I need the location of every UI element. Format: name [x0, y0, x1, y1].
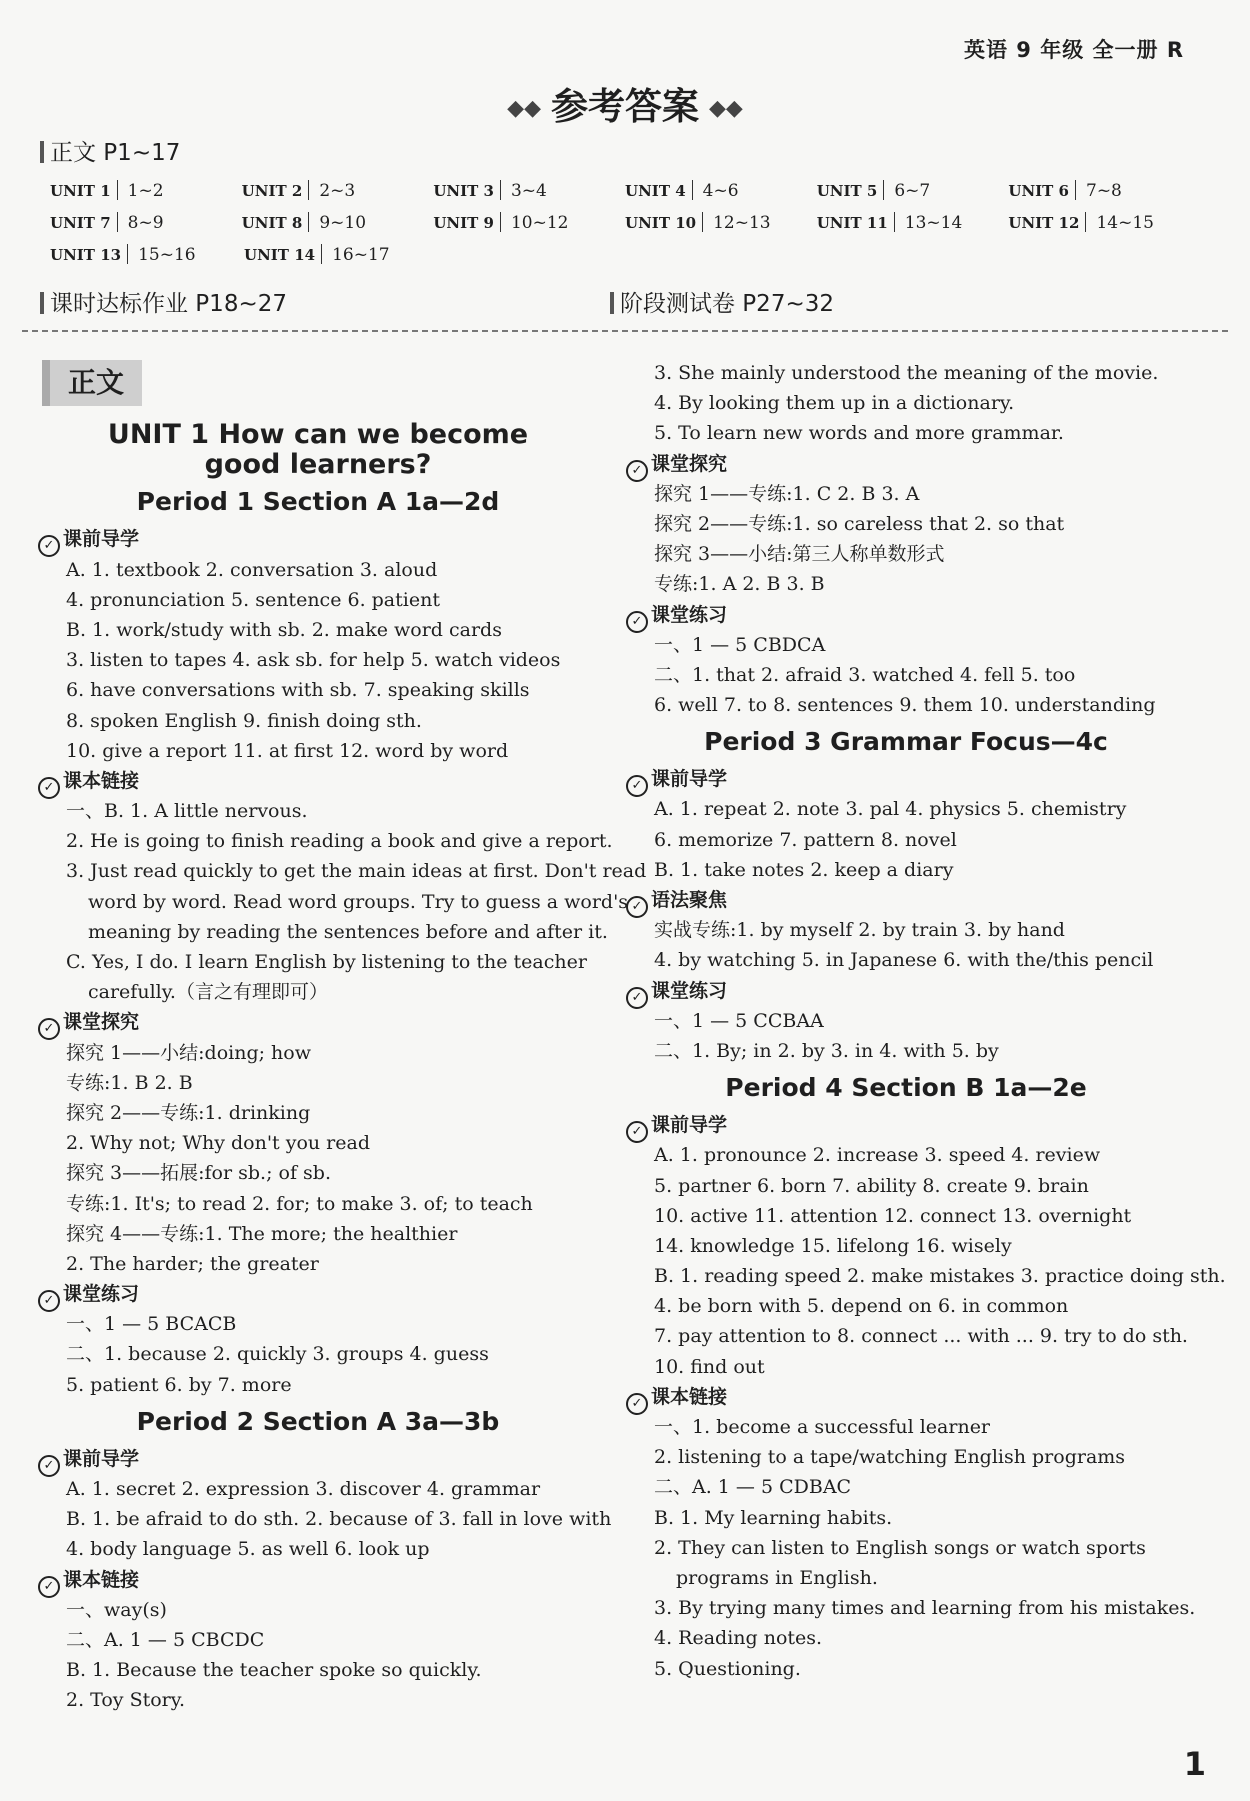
check-circle-icon: ✓: [626, 987, 648, 1009]
answer-line: 4. By looking them up in a dictionary.: [654, 392, 1015, 415]
left-column: [38, 419, 647, 1716]
subsection-heading: [626, 1110, 1186, 1140]
unit-pages: 6~7: [894, 180, 931, 201]
answer-line: B. 1. reading speed 2. make mistakes 3. practice doing sth.: [654, 1265, 1226, 1288]
subsection-heading: [626, 976, 1186, 1006]
unit-label: UNIT 13: [50, 245, 122, 264]
answer-line: 5. patient 6. by 7. more: [66, 1373, 292, 1396]
unit-row: [50, 206, 1200, 238]
unit-separator: [883, 180, 884, 200]
unit-separator: [702, 212, 703, 232]
check-circle-icon: ✓: [38, 1018, 60, 1040]
unit-label: UNIT 1: [50, 181, 111, 200]
unit-separator: [500, 180, 501, 200]
title-decoration-left: ◆◆: [507, 96, 541, 121]
check-circle-icon: ✓: [38, 535, 60, 557]
unit-cell[interactable]: [50, 180, 242, 201]
subsection-label: 课堂练习: [651, 979, 728, 1002]
answer-line: 2. Why not; Why don't you read: [66, 1132, 370, 1155]
unit-cell[interactable]: [817, 180, 1009, 201]
subsection-label: 课堂探究: [63, 1011, 140, 1034]
answer-line: 8. spoken English 9. finish doing sth.: [66, 709, 422, 732]
unit-pages: 3~4: [510, 180, 547, 201]
subsection-heading: [38, 1565, 598, 1595]
answer-line: 5. To learn new words and more grammar.: [654, 422, 1064, 445]
subsection-heading: [626, 764, 1186, 794]
subsection-label: 语法聚焦: [651, 889, 728, 911]
section-marker-icon: [40, 141, 44, 163]
unit-cell[interactable]: [244, 244, 438, 265]
answer-line: 探究 3——拓展:for sb.; of sb.: [66, 1162, 331, 1185]
unit-label: UNIT 6: [1008, 181, 1069, 200]
answer-line: 3. listen to tapes 4. ask sb. for help 5. watch videos: [66, 649, 561, 672]
answer-line: 专练:1. It's; to read 2. for; to make 3. of; to teach: [66, 1192, 533, 1215]
unit-pages: 15~16: [138, 244, 196, 265]
answer-line: 5. Questioning.: [654, 1657, 801, 1680]
answer-line: 二、1. By; in 2. by 3. in 4. with 5. by: [654, 1039, 999, 1062]
zhengwen-tag: 正文: [42, 360, 142, 406]
unit-pages: 14~15: [1096, 212, 1154, 233]
subsection-label: 课堂练习: [651, 603, 728, 626]
answer-line: A. 1. repeat 2. note 3. pal 4. physics 5. chemistry: [654, 798, 1127, 821]
subsection-label: 课前导学: [651, 768, 728, 791]
unit-cell[interactable]: [242, 180, 434, 201]
unit-pages: 1~2: [127, 180, 164, 201]
unit-separator: [894, 212, 895, 232]
unit-cell[interactable]: [50, 244, 244, 265]
answer-line: 3. By trying many times and learning from his mistakes.: [654, 1597, 1196, 1620]
unit-row: [50, 238, 1200, 270]
answer-line: 探究 1——小结:doing; how: [66, 1041, 311, 1064]
subsection-heading: [626, 600, 1186, 630]
subsection-heading: [626, 449, 1186, 479]
answer-line: 6. have conversations with sb. 7. speaking skills: [66, 679, 530, 702]
section-main-label: 正文 P1~17: [50, 140, 181, 166]
unit-label: UNIT 7: [50, 213, 111, 232]
period-heading: Period 1 Section A 1a—2d: [136, 487, 500, 517]
unit-label: UNIT 4: [625, 181, 686, 200]
check-circle-icon: ✓: [626, 611, 648, 633]
answer-line: B. 1. take notes 2. keep a diary: [654, 858, 954, 881]
answer-line: 10. give a report 11. at first 12. word by word: [66, 739, 509, 762]
answer-line: 二、A. 1 — 5 CDBAC: [654, 1476, 852, 1499]
unit-label: UNIT 2: [241, 181, 303, 200]
unit-pages: 4~6: [702, 180, 739, 201]
unit-label: UNIT 12: [1008, 213, 1080, 232]
unit-separator: [1075, 180, 1076, 200]
unit-row: [50, 174, 1200, 206]
answer-line: 一、1 — 5 CBDCA: [654, 633, 826, 656]
answer-line: 6. memorize 7. pattern 8. novel: [654, 828, 957, 851]
answer-line: 专练:1. B 2. B: [66, 1071, 193, 1094]
answer-line: 探究 4——专练:1. The more; the healthier: [66, 1222, 458, 1245]
unit-cell[interactable]: [625, 212, 817, 233]
subsection-heading: [38, 766, 598, 796]
answer-line: B. 1. Because the teacher spoke so quickly.: [66, 1659, 482, 1682]
answer-line: programs in English.: [676, 1566, 878, 1589]
section-homework-label: 课时达标作业 P18~27: [50, 291, 287, 317]
answer-line: 2. They can listen to English songs or watch sports: [654, 1536, 1146, 1559]
check-circle-icon: ✓: [38, 1290, 60, 1312]
subsection-heading: [38, 1279, 598, 1309]
answer-line: 二、1. that 2. afraid 3. watched 4. fell 5. too: [654, 663, 1076, 686]
subsection-label: 课本链接: [63, 769, 140, 792]
unit-cell[interactable]: [433, 180, 625, 201]
period-heading: Period 2 Section A 3a—3b: [136, 1406, 500, 1436]
unit-pages: 2~3: [319, 180, 356, 201]
subsection-heading: [38, 1007, 598, 1037]
section-marker-icon: [610, 292, 614, 314]
answer-line: 6. well 7. to 8. sentences 9. them 10. understanding: [654, 694, 1156, 717]
divider-dashed: [22, 330, 1228, 332]
unit-heading: UNIT 1 How can we become: [107, 419, 529, 450]
subsection-heading: [626, 885, 1186, 915]
page-header-subject: 英语 9 年级 全一册 R: [963, 38, 1184, 62]
answer-line: 实战专练:1. by myself 2. by train 3. by hand: [654, 919, 1065, 942]
unit-pages: 12~13: [713, 212, 771, 233]
check-circle-icon: ✓: [38, 1576, 60, 1598]
answer-line: 探究 2——专练:1. drinking: [66, 1101, 311, 1124]
check-circle-icon: ✓: [626, 896, 648, 918]
section-main-text[interactable]: [40, 134, 180, 167]
unit-cell[interactable]: [242, 212, 434, 233]
check-circle-icon: ✓: [38, 1455, 60, 1477]
page-number: 1: [1183, 1745, 1206, 1783]
answer-line: C. Yes, I do. I learn English by listening to the teacher: [66, 951, 587, 973]
unit-pages: 7~8: [1086, 180, 1122, 201]
unit-cell[interactable]: [433, 212, 625, 233]
subsection-heading: [38, 1444, 598, 1474]
unit-separator: [117, 180, 118, 200]
check-circle-icon: ✓: [626, 1393, 648, 1415]
answer-line: 二、1. because 2. quickly 3. groups 4. guess: [66, 1343, 489, 1366]
unit-pages: 13~14: [904, 212, 963, 233]
answer-line: meaning by reading the sentences before and after it.: [88, 920, 608, 943]
answer-line: 2. The harder; the greater: [66, 1252, 319, 1275]
title-decoration-right: ◆◆: [709, 96, 743, 121]
title-text: 参考答案: [551, 85, 699, 128]
section-tests-label: 阶段测试卷 P27~32: [620, 291, 834, 317]
subsection-label: 课前导学: [63, 1447, 140, 1470]
check-circle-icon: ✓: [626, 775, 648, 797]
unit-separator: [321, 244, 322, 264]
answer-line: 专练:1. A 2. B 3. B: [654, 573, 825, 596]
answer-line: carefully.（言之有理即可）: [88, 981, 328, 1004]
unit-label: UNIT 3: [433, 181, 494, 200]
answer-line: 5. partner 6. born 7. ability 8. create 9. brain: [654, 1174, 1089, 1197]
subsection-label: 课堂探究: [651, 452, 728, 475]
answer-line: 2. listening to a tape/watching English programs: [654, 1446, 1126, 1469]
unit-pages: 10~12: [510, 212, 569, 233]
subsection-heading: [38, 524, 598, 554]
unit-separator: [500, 212, 501, 232]
answer-line: 2. He is going to finish reading a book and give a report.: [66, 830, 613, 853]
page-title: [0, 76, 1250, 130]
answer-line: A. 1. pronounce 2. increase 3. speed 4. review: [654, 1144, 1101, 1167]
answer-line: 一、1 — 5 BCACB: [66, 1313, 237, 1336]
subsection-label: 课本链接: [63, 1568, 140, 1591]
unit-page-table: [50, 174, 1200, 270]
unit-label: UNIT 8: [241, 213, 303, 232]
section-tests[interactable]: [610, 285, 834, 318]
unit-cell[interactable]: [1008, 180, 1200, 201]
unit-separator: [692, 180, 693, 200]
answer-line: 3. Just read quickly to get the main ideas at first. Don't read: [66, 860, 647, 883]
subsection-heading: [626, 1382, 1186, 1412]
unit-pages: 8~9: [127, 212, 164, 233]
answer-line: 2. Toy Story.: [66, 1689, 186, 1712]
unit-separator: [117, 212, 118, 232]
answer-line: 4. Reading notes.: [654, 1627, 823, 1650]
answer-line: B. 1. My learning habits.: [654, 1506, 893, 1529]
answer-line: 7. pay attention to 8. connect ... with ... 9. try to do sth.: [654, 1325, 1188, 1348]
answer-line: 探究 3——小结:第三人称单数形式: [654, 543, 945, 566]
answer-line: 探究 2——专练:1. so careless that 2. so that: [654, 512, 1065, 535]
unit-label: UNIT 9: [433, 213, 494, 232]
unit-label: UNIT 5: [816, 181, 878, 200]
unit-separator: [308, 180, 309, 200]
unit-label: UNIT 10: [625, 213, 697, 232]
subsection-label: 课前导学: [651, 1114, 728, 1137]
answer-line: 4. by watching 5. in Japanese 6. with the/this pencil: [654, 949, 1154, 972]
answer-line: A. 1. textbook 2. conversation 3. aloud: [66, 558, 438, 581]
unit-separator: [127, 244, 128, 264]
answer-line: 4. body language 5. as well 6. look up: [66, 1538, 430, 1561]
answer-line: 一、way(s): [66, 1598, 167, 1621]
answer-line: B. 1. be afraid to do sth. 2. because of 3. fall in love with: [66, 1508, 612, 1531]
unit-heading: good learners?: [204, 449, 432, 481]
answer-line: word by word. Read word groups. Try to guess a word's: [88, 890, 629, 913]
answer-line: 一、B. 1. A little nervous.: [66, 800, 308, 823]
unit-cell[interactable]: [625, 180, 817, 201]
unit-label: UNIT 14: [244, 245, 316, 264]
unit-cell[interactable]: [50, 212, 242, 233]
unit-pages: 9~10: [319, 212, 367, 233]
answer-line: 二、A. 1 — 5 CBCDC: [66, 1628, 265, 1651]
answer-line: 一、1. become a successful learner: [654, 1416, 991, 1438]
right-column: [626, 358, 1226, 1684]
subsection-label: 课前导学: [63, 528, 140, 551]
unit-separator: [308, 212, 309, 232]
subsection-label: 课本链接: [651, 1385, 728, 1408]
answer-line: 4. be born with 5. depend on 6. in common: [654, 1295, 1069, 1318]
answer-line: B. 1. work/study with sb. 2. make word cards: [66, 618, 502, 641]
section-homework[interactable]: [40, 285, 287, 318]
answer-line: 一、1 — 5 CCBAA: [654, 1009, 824, 1032]
check-circle-icon: ✓: [626, 460, 648, 482]
answer-line: 14. knowledge 15. lifelong 16. wisely: [654, 1234, 1012, 1257]
answer-line: 10. find out: [654, 1355, 765, 1378]
period-heading: Period 3 Grammar Focus—4c: [704, 727, 1108, 757]
unit-separator: [1085, 212, 1086, 232]
answer-line: 10. active 11. attention 12. connect 13. overnight: [654, 1204, 1132, 1227]
section-marker-icon: [40, 292, 44, 314]
unit-label: UNIT 11: [816, 213, 888, 232]
subsection-label: 课堂练习: [63, 1283, 140, 1306]
answer-line: A. 1. secret 2. expression 3. discover 4. grammar: [66, 1478, 541, 1500]
check-circle-icon: ✓: [38, 777, 60, 799]
answer-line: 4. pronunciation 5. sentence 6. patient: [66, 588, 440, 611]
check-circle-icon: ✓: [626, 1121, 648, 1143]
period-heading: Period 4 Section B 1a—2e: [725, 1073, 1087, 1103]
unit-pages: 16~17: [332, 244, 390, 265]
answer-line: 3. She mainly understood the meaning of the movie.: [654, 362, 1159, 384]
unit-cell[interactable]: [817, 212, 1009, 233]
unit-cell[interactable]: [1008, 212, 1200, 233]
answer-line: 探究 1——专练:1. C 2. B 3. A: [654, 482, 920, 505]
